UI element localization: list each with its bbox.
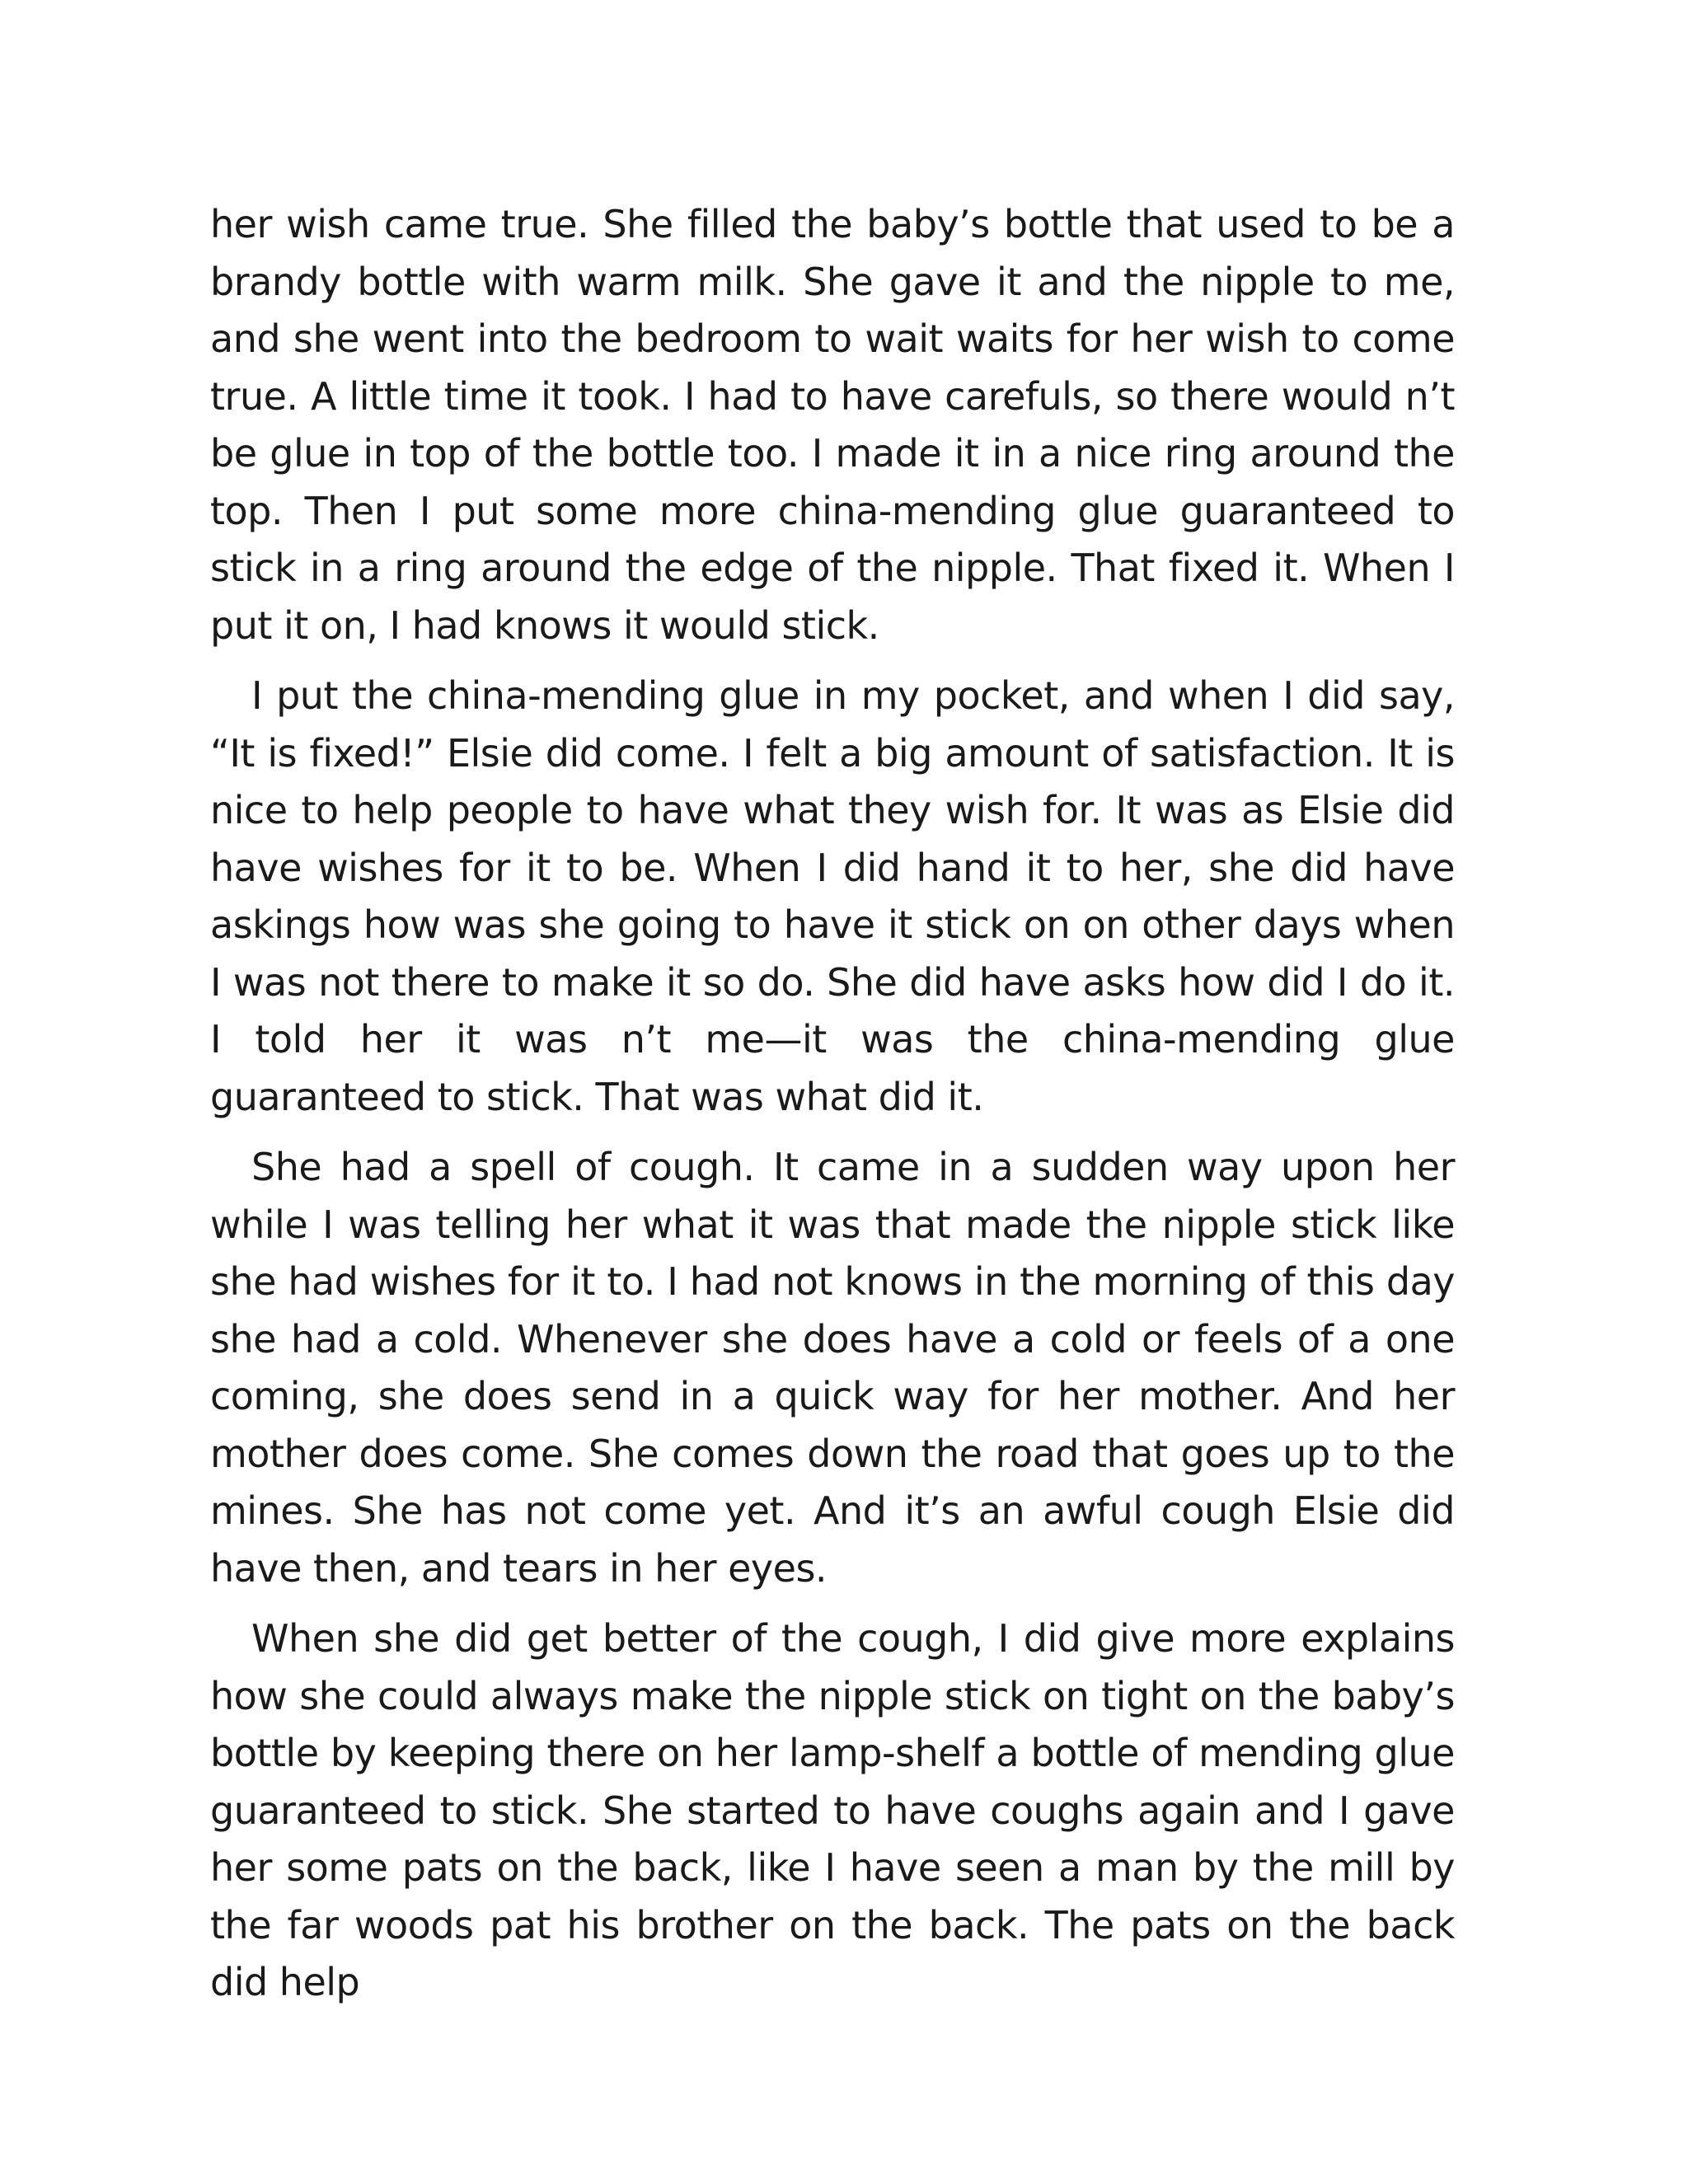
paragraph-2: I put the china-mending glue in my pocket, and when I did say, “It is fixed!” Elsie did come. I felt a big amount of satisfaction. It is nice to help people to have what they wish for. It was as Elsie did have wishes for it to be. When I did hand it to her, she did have askings how was she going to have it stick on on other days when I was not there to make it so do. She did have asks how did I do it. I told her it was n’t me—it was the china-mending glue guaranteed to stick. That was what did it.: [210, 673, 1455, 1119]
paragraph-4: When she did get better of the cough, I did give more explains how she could always make the nipple stick on tight on the baby’s bottle by keeping there on her lamp-shelf a bottle of mending glue guaranteed to stick. She started to have coughs again and I gave her some pats on the back, like I have seen a man by the mill by the far woods pat his brother on the back. The pats on the back did help: [210, 1616, 1455, 2004]
body-text: [210, 196, 1455, 2025]
paragraph-1: her wish came true. She filled the baby’s bottle that used to be a brandy bottle with warm milk. She gave it and the nipple to me, and she went into the bedroom to wait waits for her wish to come true. A little time it took. I had to have carefuls, so there would n’t be glue in top of the bottle too. I made it in a nice ring around the top. Then I put some more china-mending glue guaranteed to stick in a ring around the edge of the nipple. That fixed it. When I put it on, I had knows it would stick.: [210, 202, 1455, 648]
paragraph-3: She had a spell of cough. It came in a sudden way upon her while I was telling her what it was that made the nipple stick like she had wishes for it to. I had not knows in the morning of this day she had a cold. Whenever she does have a cold or feels of a one coming, she does send in a quick way for her mother. And her mother does come. She comes down the road that goes up to the mines. She has not come yet. And it’s an awful cough Elsie did have then, and tears in her eyes.: [210, 1145, 1455, 1591]
